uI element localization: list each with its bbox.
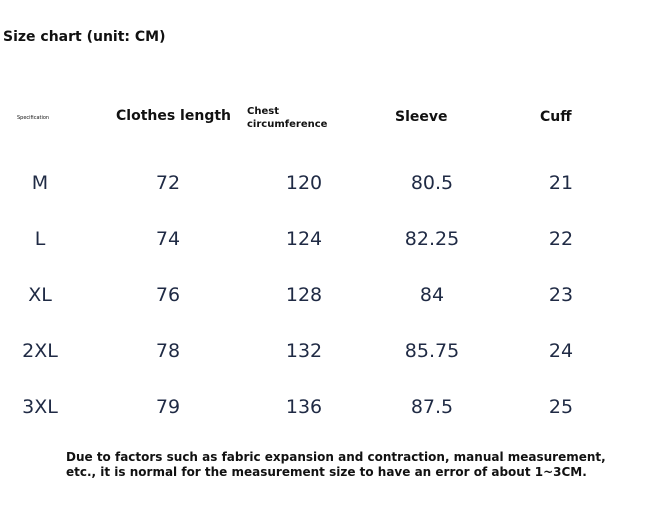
cuff-cell: 23 [548, 284, 574, 306]
length-cell: 74 [155, 228, 181, 250]
size-cell: 2XL [22, 340, 58, 362]
cuff-cell: 22 [548, 228, 574, 250]
size-cell: 3XL [22, 396, 58, 418]
chest-cell: 128 [285, 284, 323, 306]
header-chest-line2: circumference [247, 119, 328, 130]
header-cuff: Cuff [540, 109, 572, 125]
cuff-cell: 24 [548, 340, 574, 362]
header-sleeve: Sleeve [395, 109, 448, 125]
chest-cell: 136 [285, 396, 323, 418]
header-specification: Specification [17, 115, 50, 121]
cuff-cell: 21 [548, 172, 574, 194]
header-chest-line1: Chest [247, 106, 279, 117]
size-cell: L [34, 228, 46, 250]
sleeve-cell: 85.75 [404, 340, 460, 362]
length-cell: 78 [155, 340, 181, 362]
note-line-1: Due to factors such as fabric expansion and contraction, manual measurement, [66, 450, 606, 464]
length-cell: 76 [155, 284, 181, 306]
page-title: Size chart (unit: CM) [3, 29, 166, 45]
chest-cell: 132 [285, 340, 323, 362]
length-cell: 72 [155, 172, 181, 194]
measurement-note [66, 450, 606, 480]
sleeve-cell: 87.5 [410, 396, 454, 418]
header-clothes-length: Clothes length [116, 108, 231, 124]
size-cell: M [31, 172, 49, 194]
sleeve-cell: 80.5 [410, 172, 454, 194]
cuff-cell: 25 [548, 396, 574, 418]
chest-cell: 120 [285, 172, 323, 194]
sleeve-cell: 82.25 [404, 228, 460, 250]
note-line-2: etc., it is normal for the measurement size to have an error of about 1~3CM. [66, 465, 587, 479]
sleeve-cell: 84 [419, 284, 445, 306]
size-cell: XL [28, 284, 52, 306]
header-chest-circumference [247, 105, 327, 131]
length-cell: 79 [155, 396, 181, 418]
chest-cell: 124 [285, 228, 323, 250]
